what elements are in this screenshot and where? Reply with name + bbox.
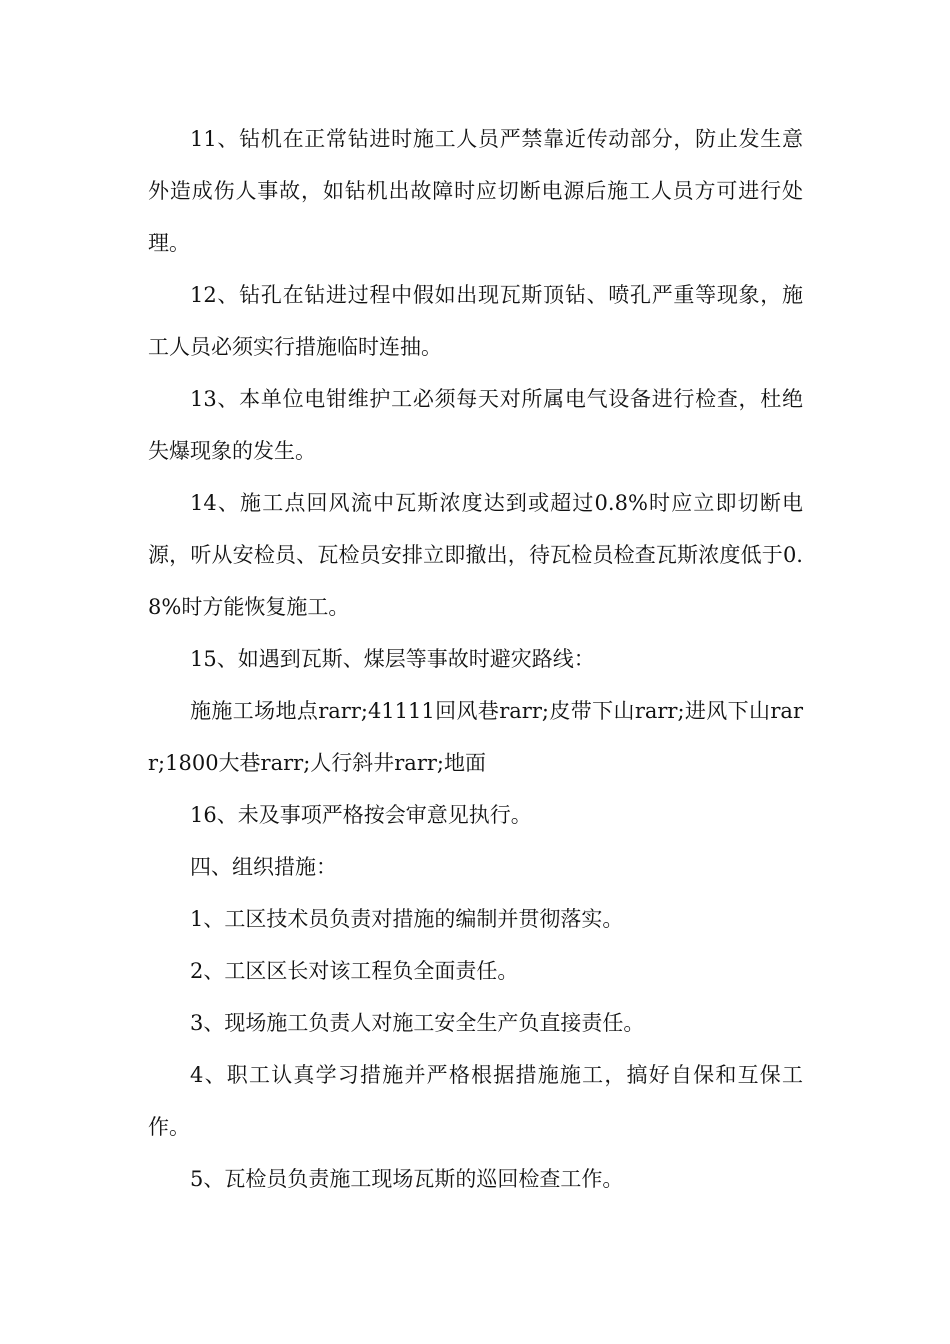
org-item-3: 3、现场施工负责人对施工安全生产负直接责任。	[190, 1011, 645, 1035]
org-item-4: 4、职工认真学习措施并严格根据措施施工，搞好自保和互保工作。	[148, 1063, 803, 1139]
evacuation-route: 施施工场地点rarr;41111回风巷rarr;皮带下山rarr;进风下山rarr;1800大巷rarr;人行斜井rarr;地面	[148, 699, 803, 775]
document-body	[148, 113, 803, 1205]
paragraph-item-16: 16、未及事项严格按会审意见执行。	[190, 803, 532, 827]
section-heading-organization: 四、组织措施：	[190, 855, 337, 879]
paragraph-item-11: 11、钻机在正常钻进时施工人员严禁靠近传动部分，防止发生意外造成伤人事故，如钻机出故障时应切断电源后施工人员方可进行处理。	[148, 127, 803, 255]
paragraph-item-15: 15、如遇到瓦斯、煤层等事故时避灾路线：	[190, 647, 595, 671]
org-item-5: 5、瓦检员负责施工现场瓦斯的巡回检查工作。	[190, 1167, 624, 1191]
paragraph-item-14: 14、施工点回风流中瓦斯浓度达到或超过0.8%时应立即切断电源，听从安检员、瓦检员安排立即撤出，待瓦检员检查瓦斯浓度低于0.8%时方能恢复施工。	[148, 491, 803, 619]
org-item-2: 2、工区区长对该工程负全面责任。	[190, 959, 519, 983]
org-item-1: 1、工区技术员负责对措施的编制并贯彻落实。	[190, 907, 624, 931]
paragraph-item-12: 12、钻孔在钻进过程中假如出现瓦斯顶钻、喷孔严重等现象，施工人员必须实行措施临时连抽。	[148, 283, 803, 359]
paragraph-item-13: 13、本单位电钳维护工必须每天对所属电气设备进行检查，杜绝失爆现象的发生。	[148, 387, 803, 463]
